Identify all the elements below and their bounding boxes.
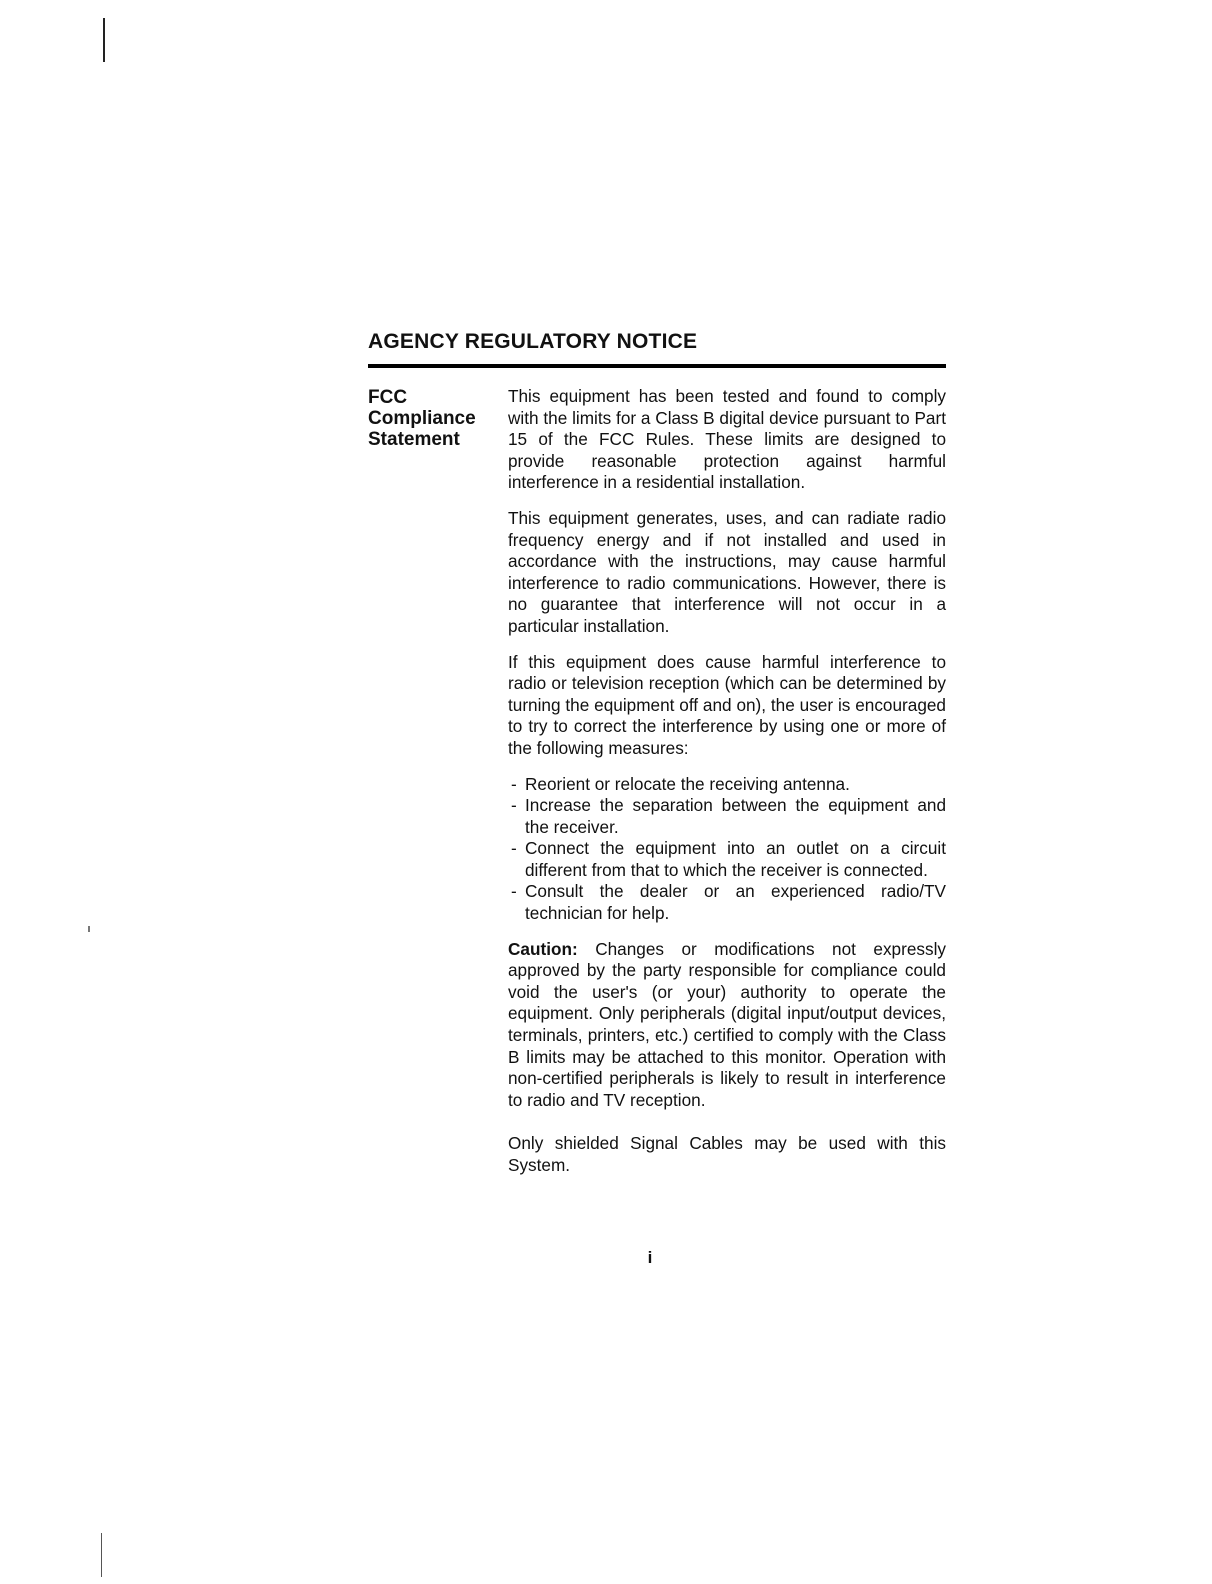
list-item: - Consult the dealer or an experienced radio/TV technician for help.: [511, 881, 946, 924]
section-heading-line-2: Compliance: [368, 408, 476, 429]
list-item: - Reorient or relocate the receiving antenna.: [511, 773, 850, 794]
caution-label: Caution:: [508, 938, 578, 959]
paragraph-interference: This equipment generates, uses, and can radiate radio frequency energy and if not installed and used in accordance with the instructions, may cause harmful interference to radio communications. However, there is no guarantee that interference will not occur in a particular installation.: [508, 507, 946, 636]
fcc-section: [368, 386, 946, 1191]
paragraph-caution: [508, 939, 946, 1112]
page-title: AGENCY REGULATORY NOTICE: [368, 330, 698, 353]
measures-list: [508, 774, 946, 925]
section-heading-line-3: Statement: [368, 429, 460, 450]
measure-text: Increase the separation between the equipment and the receiver.: [525, 795, 946, 837]
section-heading-line-1: FCC: [368, 387, 408, 408]
scan-artifact-bottom: [101, 1533, 102, 1577]
paragraph-closing: Only shielded Signal Cables may be used with this System.: [508, 1133, 946, 1175]
page-number: i: [647, 1248, 653, 1267]
scan-artifact-top: [103, 18, 105, 62]
title-rule: [368, 364, 946, 368]
caution-text: Changes or modifications not expressly approved by the party responsible for compliance could void the user's (or your) authority to operate the equipment. Only peripherals (digital input/output devices, terminals, printers, etc.) certified to comply with the Class B limits may be attached to this monitor. Operation with non-certified peripherals is likely to result in interference to radio and TV reception.: [508, 938, 946, 1110]
paragraph-measures-intro: If this equipment does cause harmful interference to radio or television reception (which can be determined by turning the equipment off and on), the user is encouraged to try to correct the interference by using one or more of the following measures:: [508, 651, 946, 758]
paragraph-compliance: This equipment has been tested and found to comply with the limits for a Class B digital device pursuant to Part 15 of the FCC Rules. These limits are designed to provide reasonable protection against harmful interference in a residential installation.: [508, 386, 946, 493]
measure-text: Connect the equipment into an outlet on a circuit different from that to which the receiver is connected.: [525, 838, 946, 880]
page-content: [368, 328, 946, 1191]
list-item: - Increase the separation between the equipment and the receiver.: [511, 795, 946, 837]
measure-text: Reorient or relocate the receiving antenna.: [525, 773, 850, 794]
section-body: [508, 386, 946, 1191]
measure-text: Consult the dealer or an experienced radio/TV technician for help.: [525, 881, 946, 924]
scan-artifact-left: [88, 926, 90, 932]
section-heading: [368, 386, 508, 1191]
list-item: - Connect the equipment into an outlet on a circuit different from that to which the receiver is connected.: [511, 838, 946, 880]
